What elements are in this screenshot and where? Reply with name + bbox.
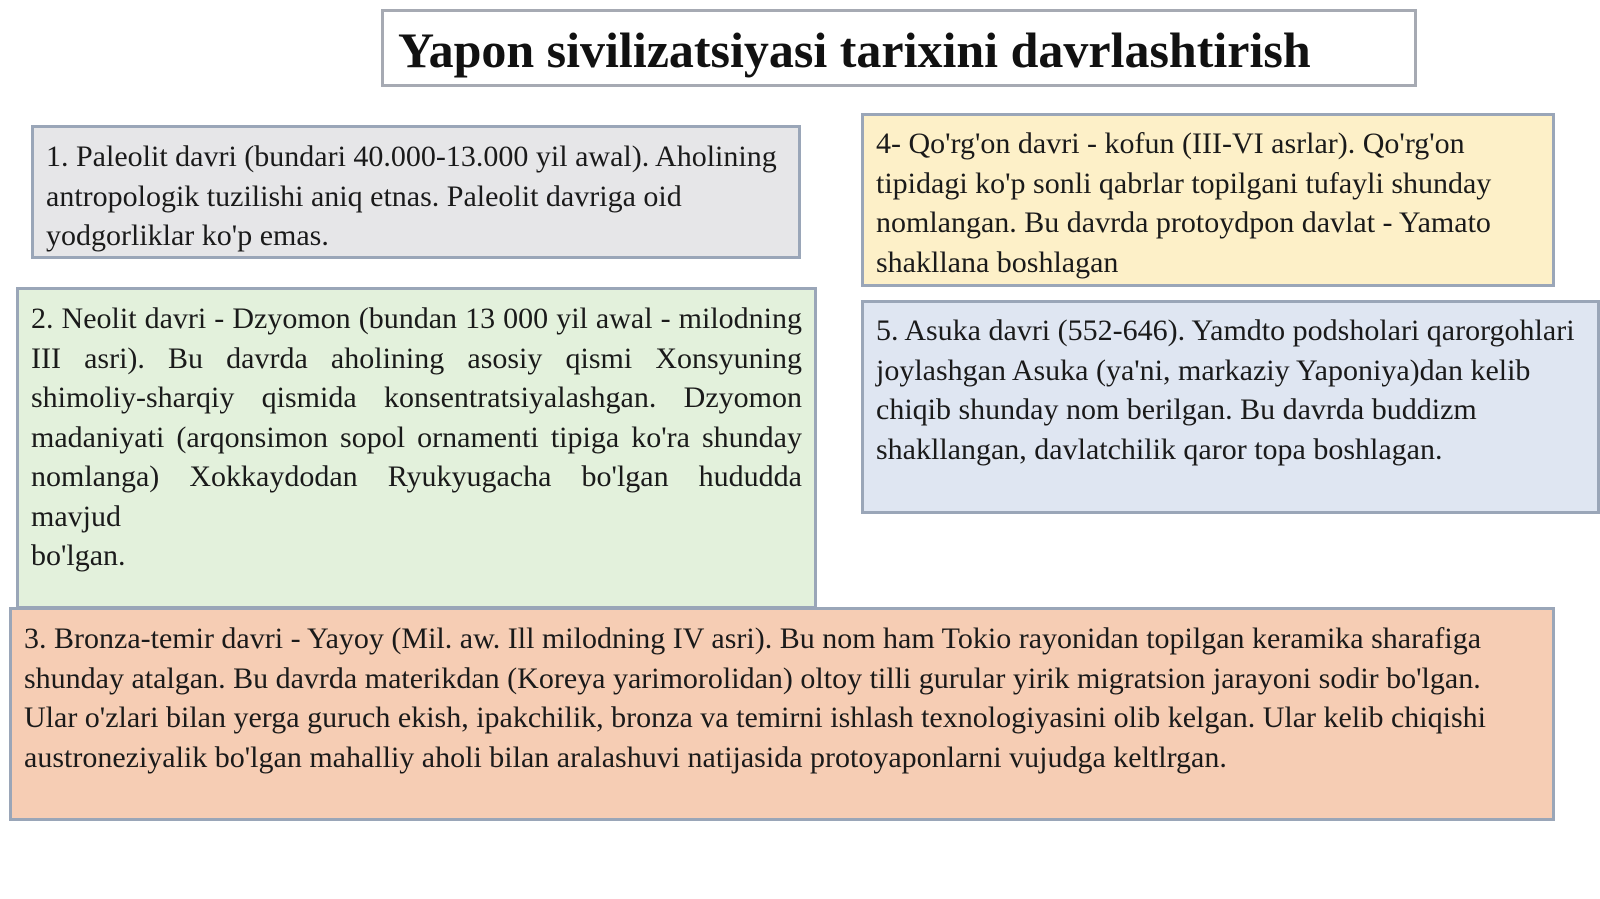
period-box-kofun — [861, 113, 1555, 287]
period-text-neolithic-tail: bo'lgan. — [31, 539, 126, 572]
period-box-neolithic — [16, 287, 817, 609]
period-box-asuka — [861, 300, 1600, 514]
period-text-asuka: 5. Asuka davri (552-646). Yamdto podsholari qarorgohlari joylashgan Asuka (ya'ni, markaziy Yaponiya)dan kelib chiqib shunday nom berilgan. Bu davrda buddizm shakllangan, davlatchilik qaror topa boshlagan. — [876, 314, 1575, 466]
period-text-yayoi: 3. Bronza-temir davri - Yayoy (Mil. aw. Ill milodning IV asri). Bu nom ham Tokio rayonidan topilgan keramika sharafiga shunday atalgan. Bu davrda materikdan (Koreya yarimorolidan) oltoy tilli gurular yirik migratsion jarayoni sodir bo'lgan. Ular o'zlari bilan yerga guruch ekish, ipakchilik, bronza va temirni ishlash texnologiyasini olib kelgan. Ular kelib chiqishi austroneziyalik bo'lgan mahalliy aholi bilan aralashuvi natijasida protoyaponlarni vujudga keltlrgan. — [24, 622, 1486, 774]
title-box — [381, 9, 1417, 87]
period-box-yayoi — [9, 607, 1555, 821]
period-text-neolithic: 2. Neolit davri - Dzyomon (bundan 13 000 yil awal - milodning III asri). Bu davrda aholining asosiy qismi Xonsyuning shimoliy-sharqiy qismida konsentratsiyalashgan. Dzyomon madaniyati (arqonsimon sopol ornamenti tipiga ko'ra shunday nomlanga) Xokkaydodan Ryukyugacha bo'lgan hududda mavjud — [31, 302, 802, 533]
period-box-paleolithic — [31, 125, 801, 259]
period-text-kofun: 4- Qo'rg'on davri - kofun (III-VI asrlar). Qo'rg'on tipidagi ko'p sonli qabrlar topilgani tufayli shunday nomlangan. Bu davrda protoydpon davlat - Yamato shakllana boshlagan — [876, 127, 1492, 279]
period-text-paleolithic: 1. Paleolit davri (bundari 40.000-13.000 yil awal). Aholining antropologik tuzilishi aniq etnas. Paleolit davriga oid yodgorliklar ko'p emas. — [46, 140, 777, 252]
page-title: Yapon sivilizatsiyasi tarixini davrlashtirish — [398, 22, 1311, 78]
